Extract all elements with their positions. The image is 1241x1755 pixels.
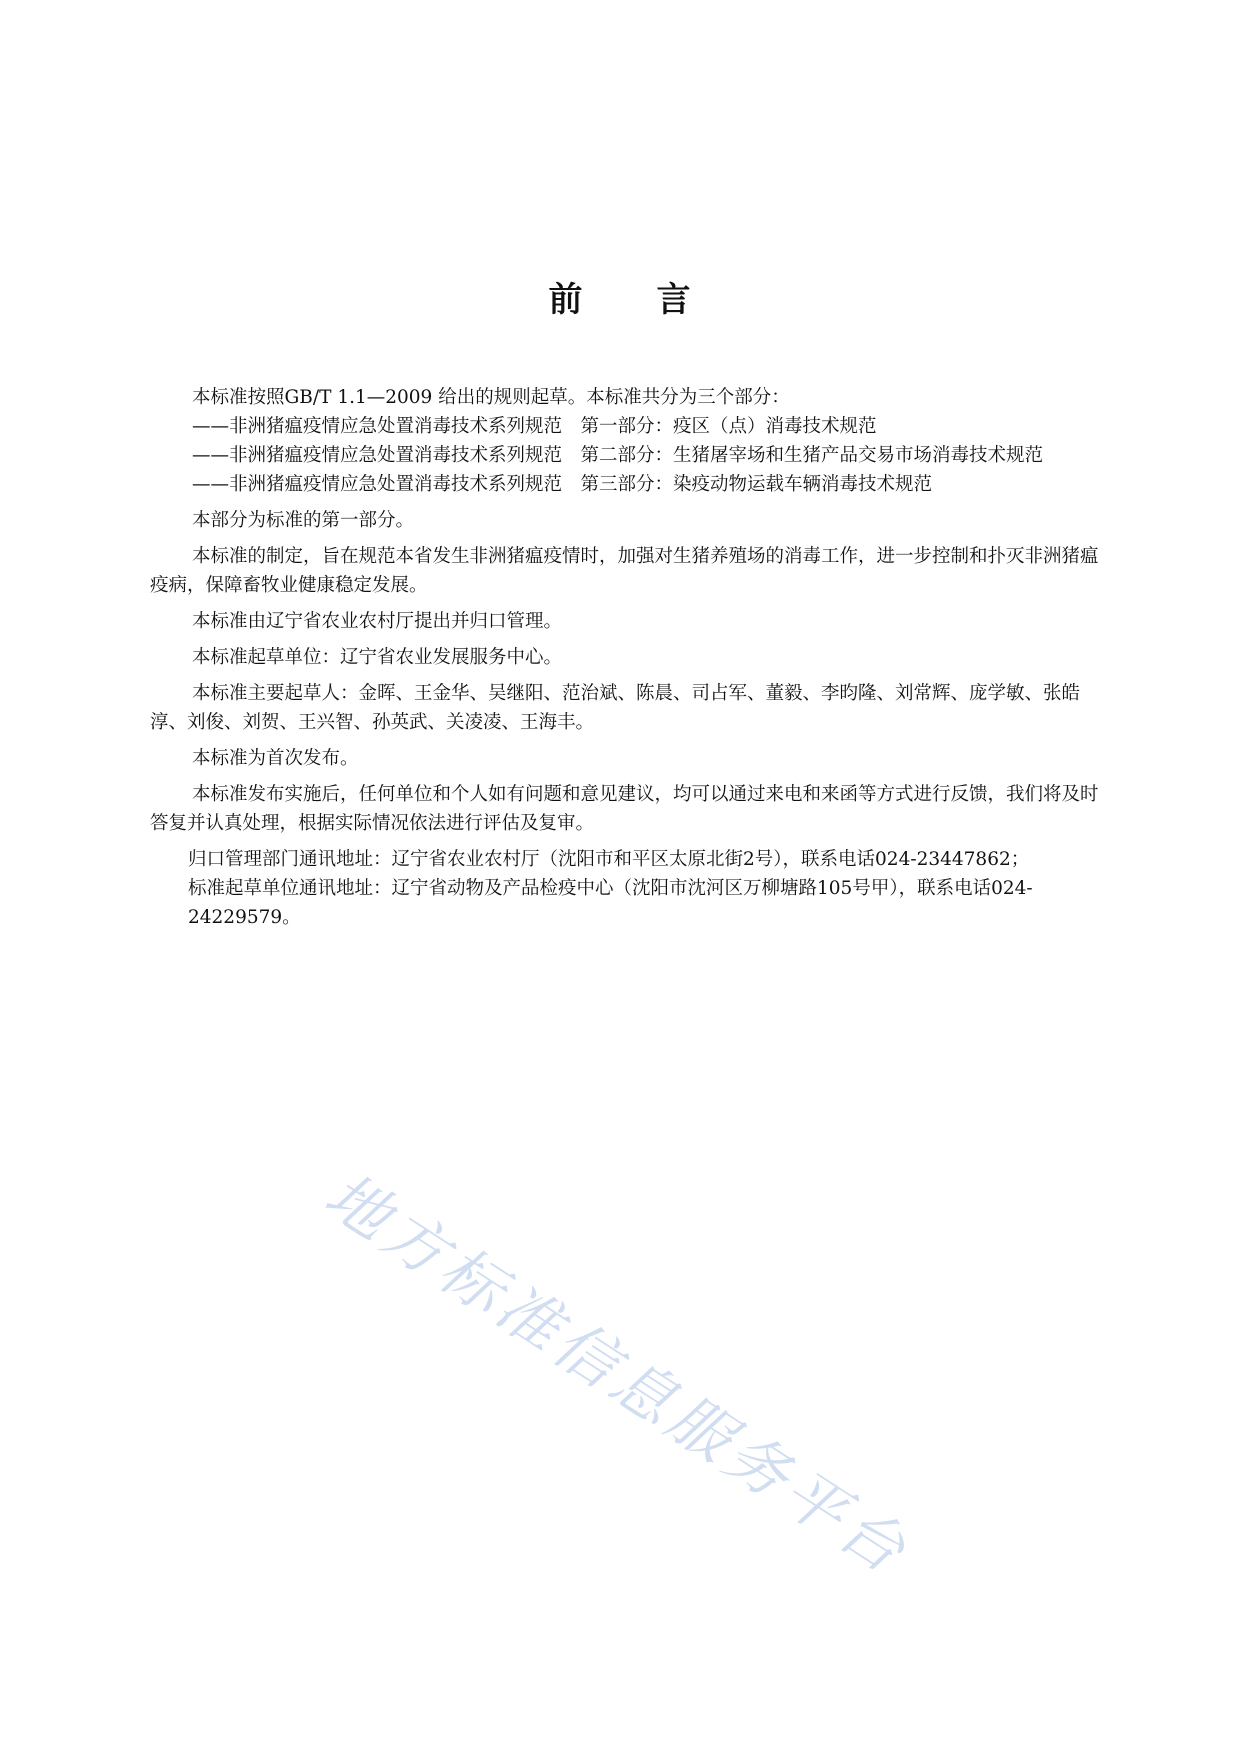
paragraph-drafters: 本标准主要起草人：金晖、王金华、吴继阳、范治斌、陈晨、司占军、董毅、李昀隆、刘常辉、庞学敏、张皓淳、刘俊、刘贺、王兴智、孙英武、关凌凌、王海丰。: [150, 683, 1081, 733]
paragraph-this-part: 本部分为标准的第一部分。: [192, 510, 415, 531]
title-char-1: 前: [548, 280, 585, 320]
title-char-2: 言: [656, 280, 693, 320]
contact-drafting-unit: 标准起草单位通讯地址：辽宁省动物及产品检疫中心（沈阳市沈河区万柳塘路105号甲），联系电话024-24229579。: [188, 878, 1033, 928]
foreword-body: [150, 383, 1110, 932]
paragraph-purpose: 本标准的制定，旨在规范本省发生非洲猪瘟疫情时，加强对生猪养殖场的消毒工作，进一步控制和扑灭非洲猪瘟疫病，保障畜牧业健康稳定发展。: [150, 546, 1099, 596]
paragraph-part-three: ——非洲猪瘟疫情应急处置消毒技术系列规范 第三部分：染疫动物运载车辆消毒技术规范: [192, 474, 933, 495]
contact-management-dept: 归口管理部门通讯地址：辽宁省农业农村厅（沈阳市和平区太原北街2号），联系电话024-23447862；: [188, 849, 1030, 870]
paragraph-proposer: 本标准由辽宁省农业农村厅提出并归口管理。: [192, 611, 563, 632]
watermark-text: 地方标准信息服务平台: [312, 1158, 923, 1590]
paragraph-drafting-unit: 本标准起草单位：辽宁省农业发展服务中心。: [192, 647, 563, 668]
paragraph-part-one: ——非洲猪瘟疫情应急处置消毒技术系列规范 第一部分：疫区（点）消毒技术规范: [192, 416, 877, 437]
paragraph-part-two: ——非洲猪瘟疫情应急处置消毒技术系列规范 第二部分：生猪屠宰场和生猪产品交易市场消毒技术规范: [192, 445, 1044, 466]
paragraph-drafting-rules: 本标准按照GB/T 1.1—2009 给出的规则起草。本标准共分为三个部分：: [192, 387, 790, 408]
paragraph-first-release: 本标准为首次发布。: [192, 748, 359, 769]
page-title: [0, 272, 1241, 321]
paragraph-feedback: 本标准发布实施后，任何单位和个人如有问题和意见建议，均可以通过来电和来函等方式进行反馈，我们将及时答复并认真处理，根据实际情况依法进行评估及复审。: [150, 784, 1099, 834]
